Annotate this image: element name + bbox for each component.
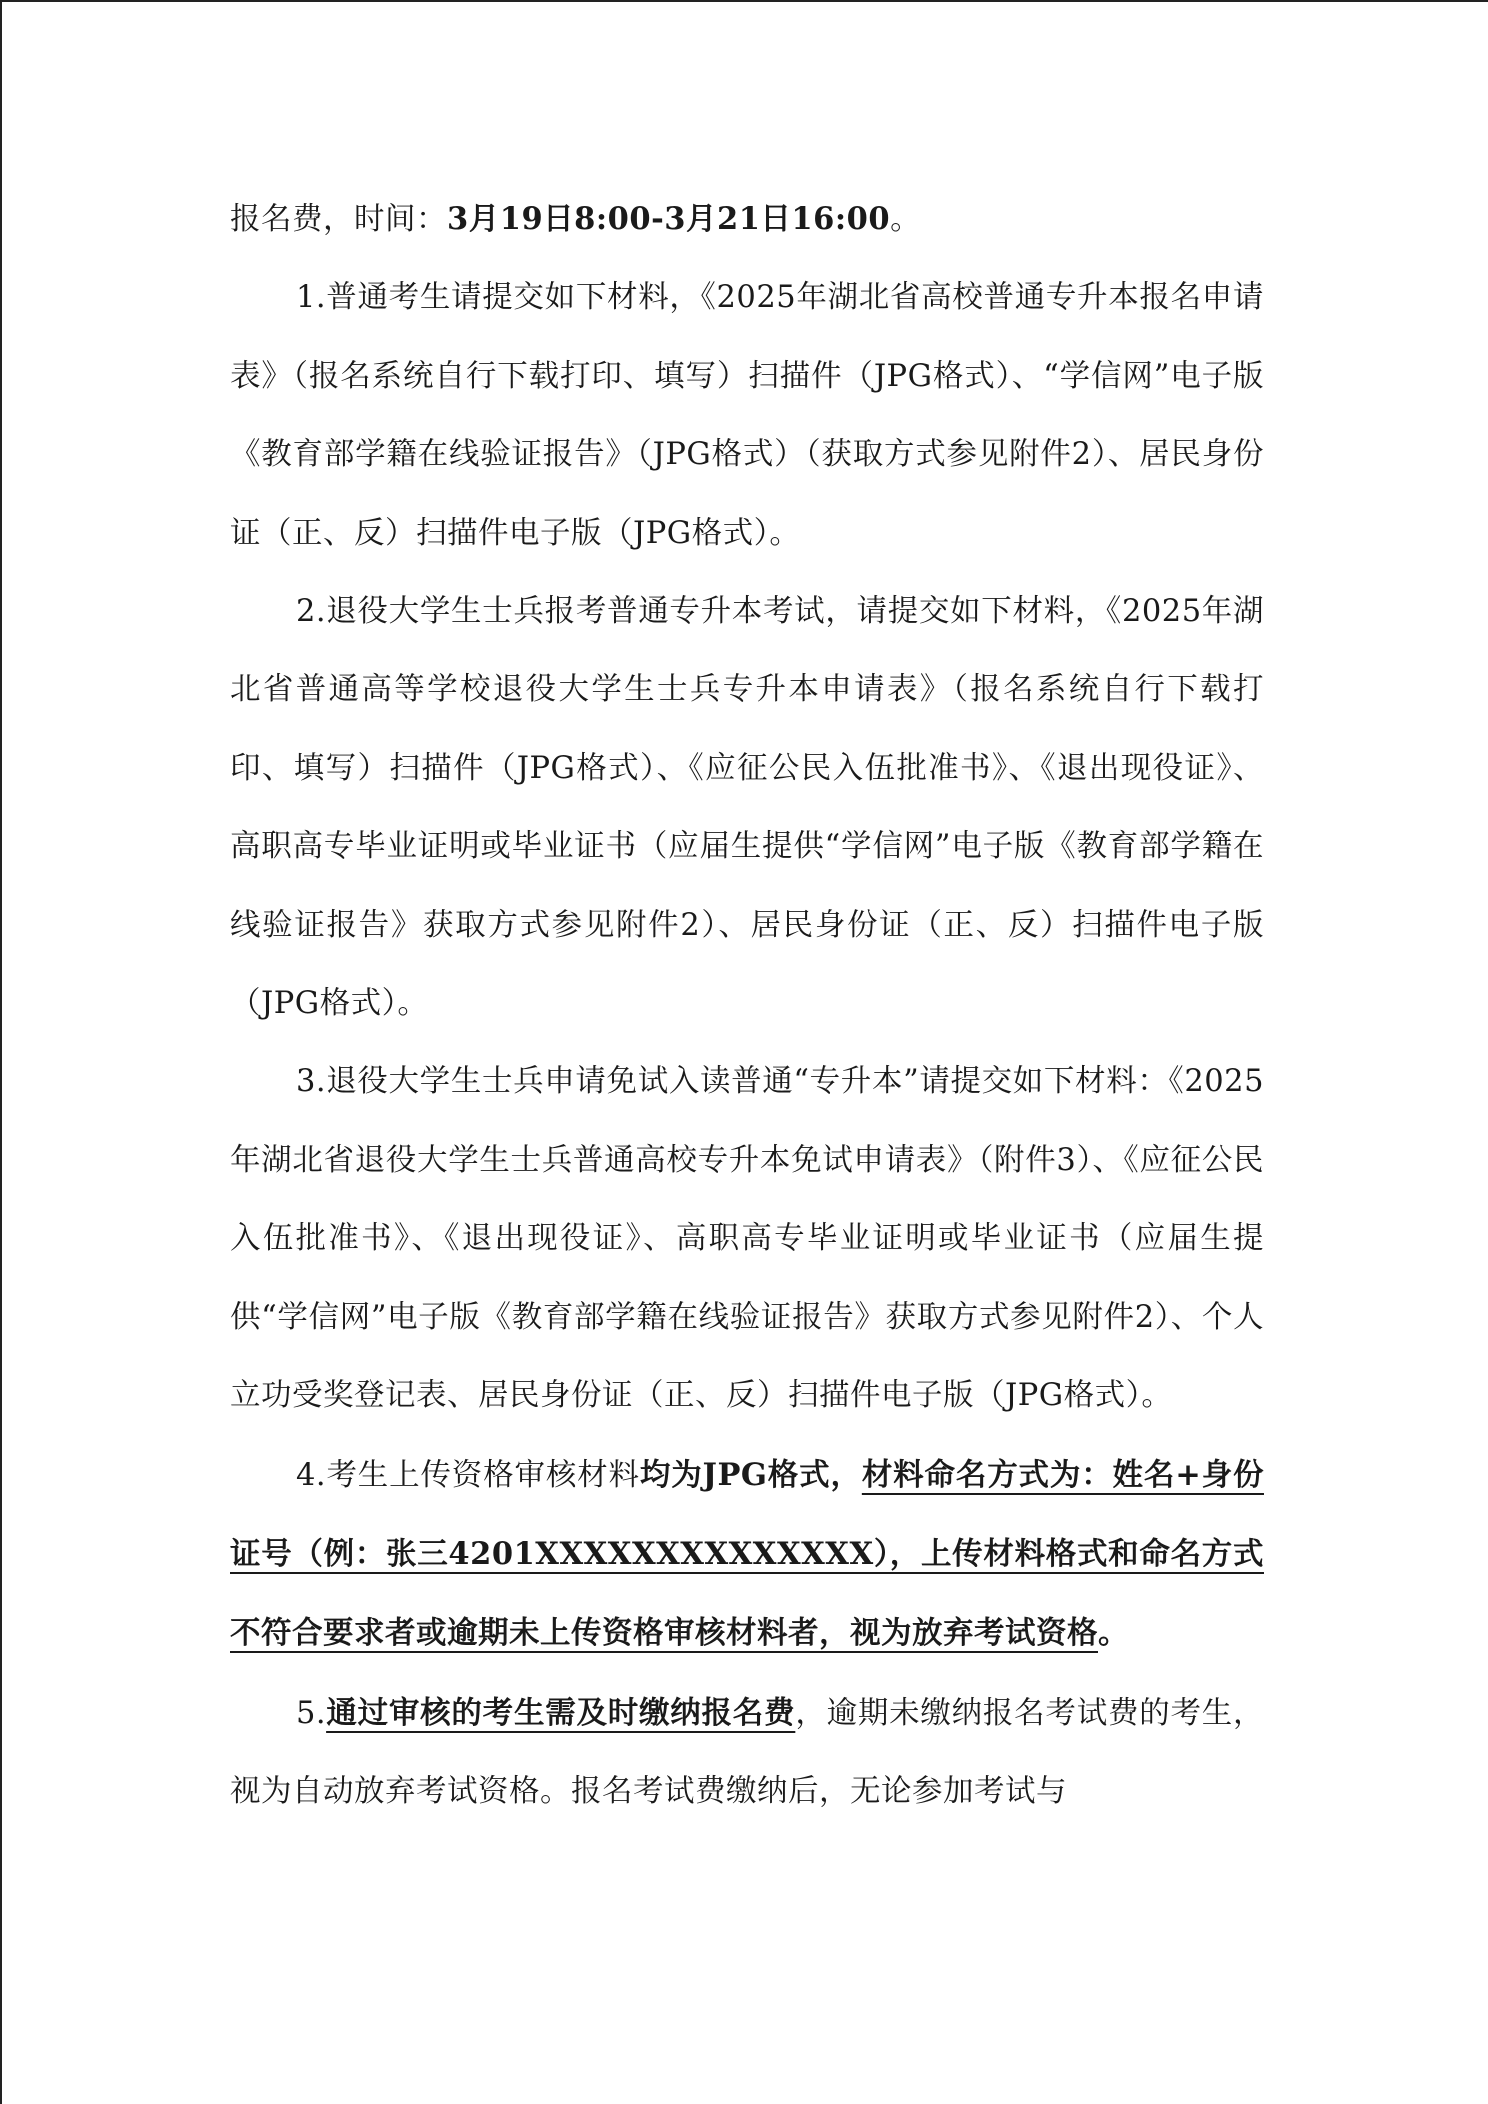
- fee-time-end: 。: [890, 202, 922, 237]
- fee-time-label: 报名费，时间：: [230, 202, 447, 237]
- paragraph-item-3: 3.退役大学生士兵申请免试入读普通“专升本”请提交如下材料：《2025年湖北省退役大学生士兵普通高校专升本免试申请表》（附件3）、《应征公民入伍批准书》、《退出现役证》、高职高专毕业证明或毕业证书（应届生提供“学信网”电子版《教育部学籍在线验证报告》获取方式参见附件2）、个人立功受奖登记表、居民身份证（正、反）扫描件电子版（JPG格式）。: [230, 1064, 1264, 1414]
- item-5-number: 5.: [296, 1695, 327, 1731]
- item-4-naming-rule: 材料命名方式为：姓名+身份证号（例：张三4201XXXXXXXXXXXXXX），上传材料格式和命名方式不符合要求者或逾期未上传资格审核材料者，视为放弃考试资格: [230, 1456, 1264, 1652]
- paragraph-fee-time: [230, 180, 1264, 259]
- paragraph-item-4: [230, 1436, 1264, 1674]
- item-5-rest: ，逾期未缴纳报名考试费的考生，视为自动放弃考试资格。报名考试费缴纳后，无论参加考试与: [230, 1695, 1265, 1810]
- paragraph-item-5: [230, 1674, 1264, 1832]
- item-4-intro: 4.考生上传资格审核材料: [296, 1457, 640, 1493]
- item-5-fee-notice: 通过审核的考生需及时缴纳报名费: [326, 1694, 796, 1731]
- fee-time-range: 3月19日8:00-3月21日16:00: [447, 201, 891, 237]
- item-4-end: 。: [1098, 1615, 1129, 1652]
- paragraph-item-1: 1.普通考生请提交如下材料，《2025年湖北省高校普通专升本报名申请表》（报名系统自行下载打印、填写）扫描件（JPG格式）、“学信网”电子版《教育部学籍在线验证报告》（JPG格式）（获取方式参见附件2）、居民身份证（正、反）扫描件电子版（JPG格式）。: [230, 280, 1264, 551]
- document-body: [230, 180, 1264, 1832]
- item-4-format-bold: 均为JPG格式，: [639, 1456, 862, 1493]
- paragraph-item-2: 2.退役大学生士兵报考普通专升本考试，请提交如下材料，《2025年湖北省普通高等学校退役大学生士兵专升本申请表》（报名系统自行下载打印、填写）扫描件（JPG格式）、《应征公民入伍批准书》、《退出现役证》、高职高专毕业证明或毕业证书（应届生提供“学信网”电子版《教育部学籍在线验证报告》获取方式参见附件2）、居民身份证（正、反）扫描件电子版（JPG格式）。: [230, 594, 1264, 1022]
